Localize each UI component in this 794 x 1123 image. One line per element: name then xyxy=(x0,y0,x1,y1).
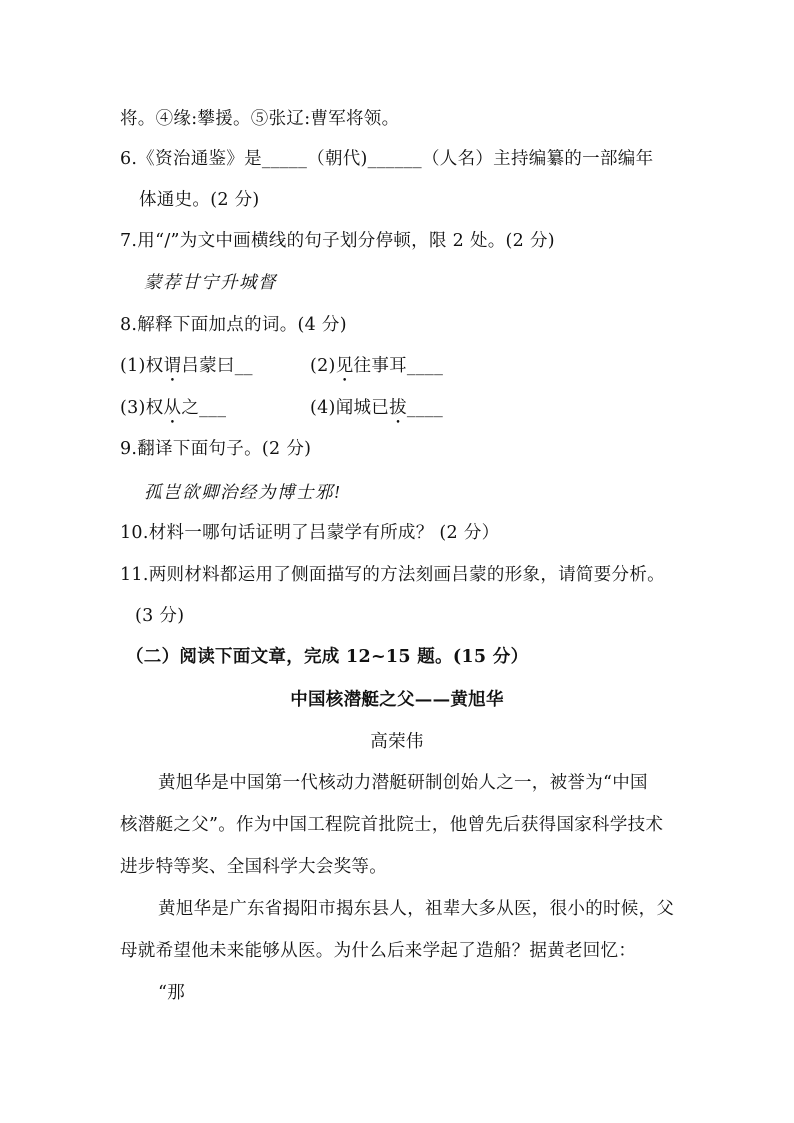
question-11-cont: (3 分) xyxy=(135,606,185,626)
question-9: 9.翻译下面句子。(2 分) xyxy=(120,439,312,459)
dotted-word: 拔 xyxy=(389,398,407,418)
question-8-item-1: (1)权谓吕蒙曰__ xyxy=(120,356,253,376)
question-7-sentence: 蒙荐甘宁升城督 xyxy=(144,272,277,292)
question-9-sentence: 孤岂欲卿治经为博士邪! xyxy=(144,482,342,502)
section-heading: （二）阅读下面文章，完成 12~15 题。(15 分） xyxy=(126,647,529,667)
paragraph-2-line-1: 黄旭华是广东省揭阳市揭东县人，祖辈大多从医，很小的时候，父 xyxy=(158,899,675,919)
dotted-word: 见 xyxy=(335,356,354,376)
paragraph-2-line-3: “那 xyxy=(158,983,186,1003)
question-11: 11.两则材料都运用了侧面描写的方法刻画吕蒙的形象，请简要分析。 xyxy=(120,565,665,585)
dotted-word: 从 xyxy=(163,398,182,418)
paragraph-1-line-1: 黄旭华是中国第一代核动力潜艇研制创始人之一，被誉为“中国 xyxy=(158,773,648,793)
article-author: 高荣伟 xyxy=(370,732,424,752)
question-8-item-2: (2)见往事耳____ xyxy=(310,356,444,376)
question-6: 6.《资治通鉴》是_____（朝代)______（人名）主持编纂的一部编年 xyxy=(120,149,654,169)
question-10: 10.材料一哪句话证明了吕蒙学有所成？ (2 分） xyxy=(120,523,500,543)
question-6-cont: 体通史。(2 分) xyxy=(139,190,260,210)
dotted-word: 谓 xyxy=(163,356,182,376)
footnote-line: 将。④缘:攀援。⑤张辽:曹军将领。 xyxy=(120,109,400,129)
paragraph-1-line-3: 进步特等奖、全国科学大会奖等。 xyxy=(120,857,387,877)
question-8-item-3: (3)权从之___ xyxy=(120,398,227,418)
question-8: 8.解释下面加点的词。(4 分) xyxy=(120,315,347,335)
question-7: 7.用“/”为文中画横线的句子划分停顿，限 2 处。(2 分) xyxy=(120,231,555,251)
article-title: 中国核潜艇之父——黄旭华 xyxy=(290,690,504,710)
paragraph-2-line-2: 母就希望他未来能够从医。为什么后来学起了造船？据黄老回忆： xyxy=(120,941,637,961)
question-8-item-4: (4)闻城已拔____ xyxy=(310,398,444,418)
paragraph-1-line-2: 核潜艇之父”。作为中国工程院首批院士，他曾先后获得国家科学技术 xyxy=(120,815,664,835)
